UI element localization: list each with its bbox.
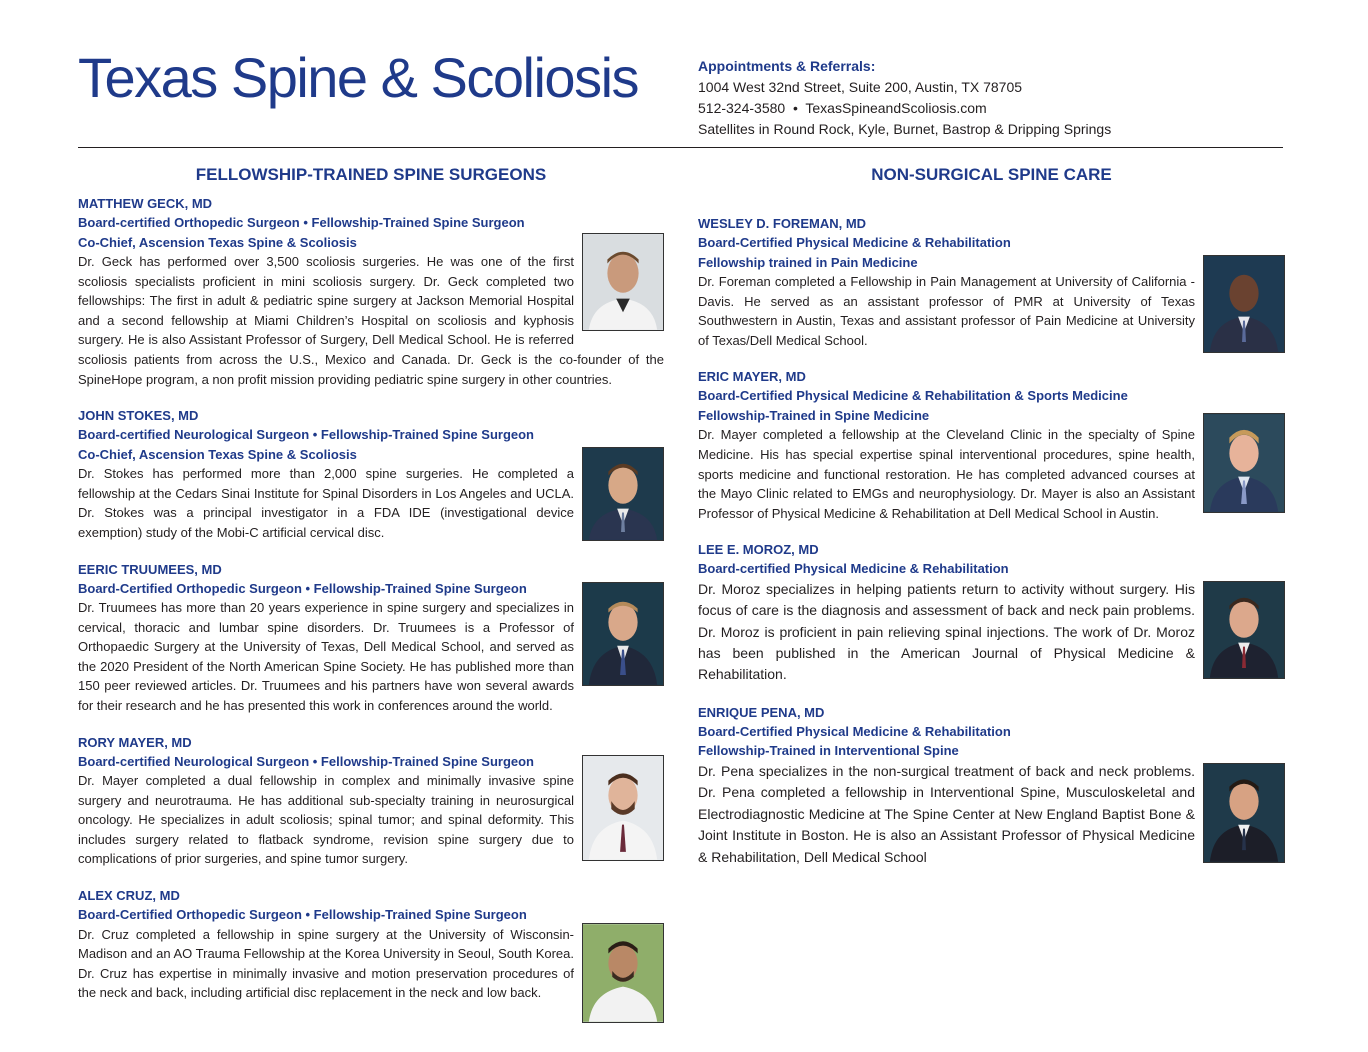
doctor-name: ENRIQUE PENA, MD bbox=[698, 704, 825, 720]
doctor-bio: Dr. Moroz specializes in helping patients return to activity without surgery. His focus of care is the diagnosis and assessment of back and neck pain problems. Dr. Moroz is proficient in pain relieving spinal injections. The work of Dr. Moroz has been published in the American Journal of Physical Medicine & Rehabilitation. bbox=[698, 580, 1195, 683]
doctor-credential: Board-Certified Orthopedic Surgeon • Fellowship-Trained Spine Surgeon bbox=[78, 580, 527, 596]
doctor-bio: Dr. Truumees has more than 20 years experience in spine surgery and specializes in cervical, thoracic and lumbar spine disorders. Dr. Truumees is a Professor of Orthopaedic Surgery at the University of Texas, Dell Medical School, and served as the 2020 President of the North American Spine Society. He has published more than 150 peer reviewed articles. Dr. Truumees and his partners have won several awards for their research and he has presented this work in conferences around the world. bbox=[78, 600, 574, 713]
doctor-photo bbox=[582, 923, 664, 1023]
doctor-name: WESLEY D. FOREMAN, MD bbox=[698, 216, 867, 231]
contact-address: 1004 West 32nd Street, Suite 200, Austin, TX 78705 bbox=[698, 79, 1023, 95]
non-surgical-heading: NON-SURGICAL SPINE CARE bbox=[871, 165, 1112, 184]
doctor-credential: Board-certified Neurological Surgeon • Fellowship-Trained Spine Surgeon bbox=[78, 753, 534, 769]
doctor-title: Fellowship-Trained in Spine Medicine bbox=[698, 407, 930, 423]
doctor-bio: Dr. Cruz completed a fellowship in spine surgery at the University of Wisconsin-Madison and an AO Trauma Fellowship at the Korea University in Seoul, South Korea. Dr. Cruz has expertise in minimally invasive and motion preservation procedures of the neck and back, including artificial disc replacement in the neck and low back. bbox=[78, 926, 574, 1001]
surgeons-column bbox=[78, 162, 664, 1027]
contact-phone-website: 512-324-3580 • TexasSpineandScoliosis.com bbox=[698, 100, 987, 116]
doctor-name: RORY MAYER, MD bbox=[78, 734, 192, 750]
doctor-name: LEE E. MOROZ, MD bbox=[698, 542, 819, 558]
doctor-bio: Dr. Stokes has performed more than 2,000 spine surgeries. He completed a fellowship at the Cedars Sinai Institute for Spinal Disorders in Los Angeles and UCLA. Dr. Stokes was a principal investigator in a FDA IDE (investigational device exemption) study of the Mobi-C artificial cervical disc. bbox=[78, 466, 574, 540]
doctor-bio: Dr. Mayer completed a dual fellowship in complex and minimally invasive spine surgery and neurotrauma. He has additional sub-specialty training in neurosurgical oncology. He specializes in adult scoliosis; spinal tumor; and spinal deformity. This includes surgery related to flatback syndrome, revision spine surgery due to complications of prior surgeries, and spine tumor surgery. bbox=[78, 773, 574, 867]
doctor-profile bbox=[78, 194, 664, 389]
doctor-credential: Board-Certified Physical Medicine & Rehabilitation bbox=[698, 723, 1011, 739]
doctor-profile bbox=[78, 733, 664, 869]
doctor-photo bbox=[1203, 413, 1285, 513]
doctor-title: Fellowship trained in Pain Medicine bbox=[698, 254, 918, 270]
non-surgical-column bbox=[698, 162, 1285, 885]
doctor-photo bbox=[1203, 763, 1285, 863]
doctor-bio: Dr. Pena specializes in the non-surgical treatment of back and neck problems. Dr. Pena completed a fellowship in Interventional Spine, Musculoskeletal and Electrodiagnostic Medicine at The Spine Center at New England Baptist Bone & Joint Institute in Boston. He is also an Assistant Professor of Physical Medicine & Rehabilitation, Dell Medical School bbox=[698, 762, 1195, 865]
contact-heading: Appointments & Referrals: bbox=[698, 58, 876, 74]
doctor-photo bbox=[582, 447, 664, 541]
doctor-photo bbox=[1203, 581, 1285, 679]
doctor-credential: Board-certified Orthopedic Surgeon • Fellowship-Trained Spine Surgeon bbox=[78, 215, 525, 230]
doctor-credential: Board-certified Neurological Surgeon • Fellowship-Trained Spine Surgeon bbox=[78, 427, 534, 443]
doctor-credential: Board-Certified Orthopedic Surgeon • Fellowship-Trained Spine Surgeon bbox=[78, 907, 527, 923]
doctor-name: JOHN STOKES, MD bbox=[78, 408, 199, 424]
doctor-profile bbox=[698, 703, 1285, 868]
doctor-credential: Board-Certified Physical Medicine & Rehabilitation & Sports Medicine bbox=[698, 388, 1128, 404]
doctor-profile bbox=[78, 886, 664, 1003]
doctor-title: Fellowship-Trained in Interventional Spine bbox=[698, 743, 959, 759]
doctor-name: EERIC TRUUMEES, MD bbox=[78, 561, 222, 577]
contact-block bbox=[698, 56, 1111, 140]
doctor-photo bbox=[582, 755, 664, 861]
doctor-bio: Dr. Geck has performed over 3,500 scoliosis surgeries. He was one of the first scoliosis specialists proficient in mini scoliosis surgery. Dr. Geck completed two fellowships: The first in adult & pediatric spine surgery at Jackson Memorial Hospital and a second fellowship at Miami Children’s Hospital on scoliosis and kyphosis surgery. He is also Assistant Professor of Surgery, Dell Medical School. He is referred scoliosis patients from across the U.S., Mexico and Canada. Dr. Geck is the co-founder of the SpineHope program, a non profit mission providing pediatric spine surgery in other countries. bbox=[78, 254, 664, 387]
doctor-profile bbox=[698, 540, 1285, 686]
doctor-bio: Dr. Foreman completed a Fellowship in Pain Management at University of California - Davis. He served as an assistant professor of PMR at University of Texas Southwestern in Austin, Texas and assistant professor of Pain Medicine at University of Texas/Dell Medical School. bbox=[698, 274, 1195, 348]
doctor-photo bbox=[1203, 255, 1285, 353]
doctor-name: MATTHEW GECK, MD bbox=[78, 196, 213, 211]
brand-title: Texas Spine & Scoliosis bbox=[78, 46, 639, 109]
doctor-bio: Dr. Mayer completed a fellowship at the Cleveland Clinic in the specialty of Spine Medicine. His has special expertise spinal interventional procedures, spine health, sports medicine and functional restoration. He has completed advanced courses at the Mayo Clinic related to EMGs and neurophysiology. Dr. Mayer is also an Assistant Professor of Physical Medicine & Rehabilitation at Dell Medical School in Austin. bbox=[698, 427, 1195, 521]
doctor-photo bbox=[582, 233, 664, 331]
surgeons-heading: FELLOWSHIP-TRAINED SPINE SURGEONS bbox=[195, 165, 547, 184]
doctor-profile bbox=[698, 367, 1285, 523]
doctor-photo bbox=[582, 582, 664, 686]
doctor-title: Co-Chief, Ascension Texas Spine & Scoliosis bbox=[78, 446, 357, 462]
doctor-title: Co-Chief, Ascension Texas Spine & Scoliosis bbox=[78, 234, 357, 250]
doctor-credential: Board-certified Physical Medicine & Rehabilitation bbox=[698, 561, 1009, 577]
doctor-name: ERIC MAYER, MD bbox=[698, 369, 806, 385]
doctor-profile bbox=[78, 406, 664, 542]
doctor-profile bbox=[698, 214, 1285, 350]
doctor-name: ALEX CRUZ, MD bbox=[78, 888, 180, 904]
doctor-credential: Board-Certified Physical Medicine & Rehabilitation bbox=[698, 235, 1011, 250]
doctor-profile bbox=[78, 560, 664, 716]
contact-satellites: Satellites in Round Rock, Kyle, Burnet, Bastrop & Dripping Springs bbox=[698, 121, 1112, 137]
header-divider bbox=[78, 147, 1283, 148]
